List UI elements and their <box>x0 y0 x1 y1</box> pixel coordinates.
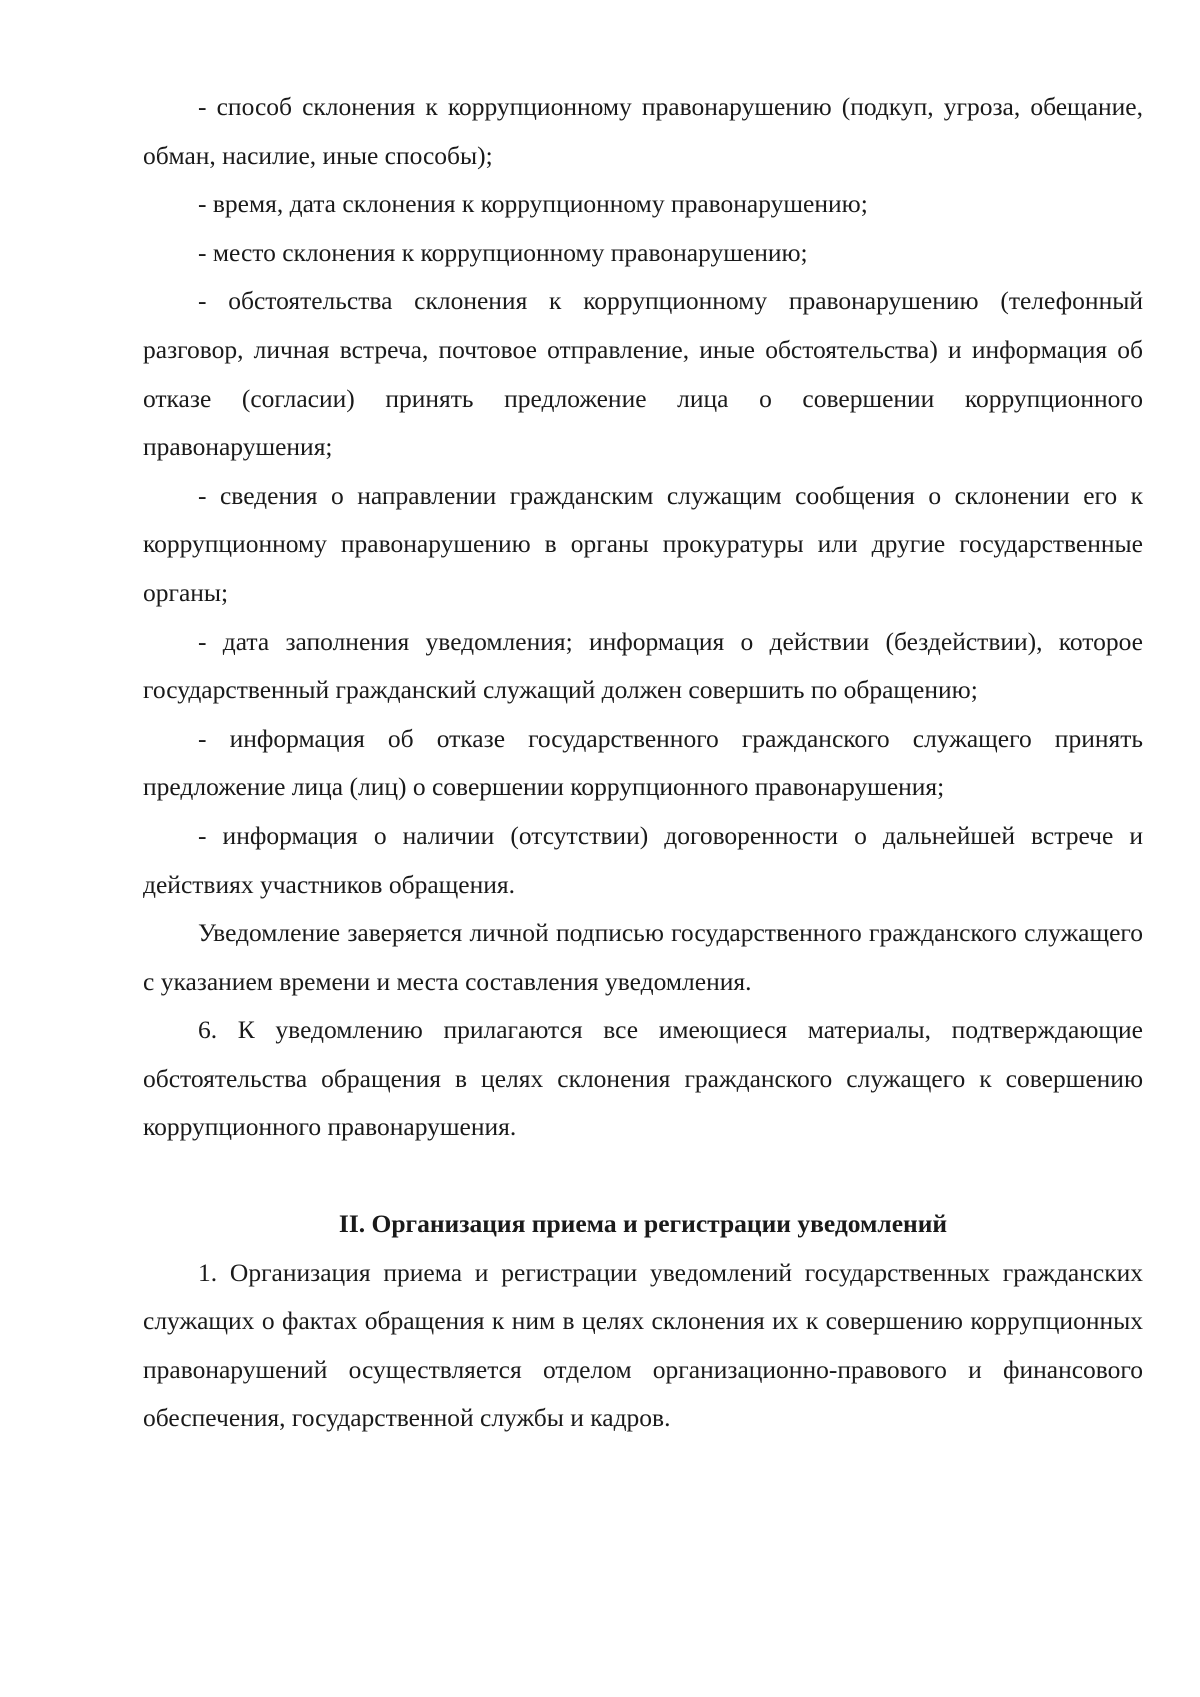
paragraph-time-date: - время, дата склонения к коррупционному правонарушению; <box>198 189 868 219</box>
paragraph-organization: 1. Организация приема и регистрации уведомлений государственных гражданских служащих о фактах обращения к ним в целях склонения их к совершению коррупционных правонарушений осуществляется отделом организационно-правового и финансового обеспечения, государственной службы и кадров. <box>143 1257 1143 1433</box>
paragraph-circumstances: - обстоятельства склонения к коррупционному правонарушению (телефонный разговор, личная встреча, почтовое отправление, иные обстоятельства) и информация об отказе (согласии) принять предложение лица о совершении коррупционного правонарушения; <box>143 286 1143 462</box>
paragraph-signature: Уведомление заверяется личной подписью государственного гражданского служащего с указанием времени и места составления уведомления. <box>143 918 1143 996</box>
paragraph-method: - способ склонения к коррупционному правонарушению (подкуп, угроза, обещание, обман, насилие, иные способы); <box>143 92 1143 170</box>
paragraph-refusal: - информация об отказе государственного гражданского служащего принять предложение лица (лиц) о совершении коррупционного правонарушения; <box>143 723 1143 802</box>
paragraph-fill-date: - дата заполнения уведомления; информация о действии (бездействии), которое государственный гражданский служащий должен совершить по обращению; <box>143 626 1143 705</box>
document-page <box>143 83 1143 1443</box>
paragraph-place: - место склонения к коррупционному правонарушению; <box>198 237 808 267</box>
paragraph-direction-info: - сведения о направлении гражданским служащим сообщения о склонении его к коррупционному правонарушению в органы прокуратуры или другие государственные органы; <box>143 480 1143 607</box>
paragraph-agreement: - информация о наличии (отсутствии) договоренности о дальнейшей встрече и действиях участников обращения. <box>143 820 1143 899</box>
section-heading: II. Организация приема и регистрации уведомлений <box>338 1209 948 1239</box>
paragraph-attachments: 6. К уведомлению прилагаются все имеющиеся материалы, подтверждающие обстоятельства обращения в целях склонения гражданского служащего к совершению коррупционного правонарушения. <box>143 1015 1143 1142</box>
